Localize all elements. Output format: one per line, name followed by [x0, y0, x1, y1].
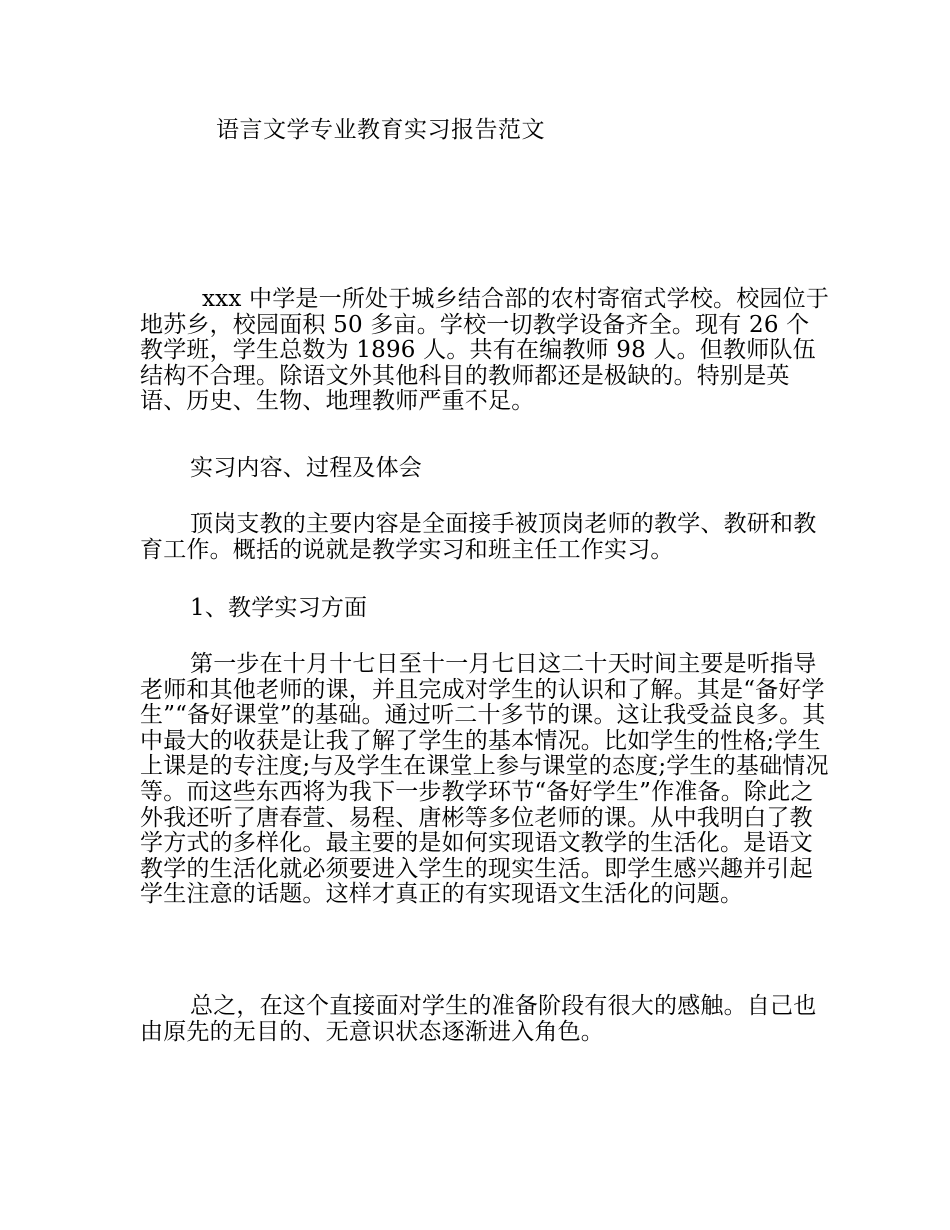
document-title: 语言文学专业教育实习报告范文 [216, 117, 545, 143]
paragraph-main-content: 顶岗支教的主要内容是全面接手被顶岗老师的教学、教研和教育工作。概括的说就是教学实习和班主任工作实习。 [140, 511, 817, 563]
paragraph-school-intro: xxx 中学是一所处于城乡结合部的农村寄宿式学校。校园位于地苏乡，校园面积 50 多亩。学校一切教学设备齐全。现有 26 个教学班，学生总数为 1896 人。共有在编教师 98 人。但教师队伍结构不合理。除语文外其他科目的教师都还是极缺的。特别是英语、历史、生物、地理教师严重不足。 [140, 286, 830, 415]
paragraph-summary: 总之，在这个直接面对学生的准备阶段有很大的感触。自己也由原先的无目的、无意识状态逐渐进入角色。 [140, 993, 817, 1045]
section-heading-internship: 实习内容、过程及体会 [190, 455, 422, 481]
section-heading-teaching: 1、教学实习方面 [190, 595, 368, 621]
paragraph-first-step: 第一步在十月十七日至十一月七日这二十天时间主要是听指导老师和其他老师的课，并且完成对学生的认识和了解。其是“备好学生”“备好课堂”的基础。通过听二十多节的课。这让我受益良多。其中最大的收获是让我了解了学生的基本情况。比如学生的性格;学生上课是的专注度;与及学生在课堂上参与课堂的态度;学生的基础情况等。而这些东西将为我下一步教学环节“备好学生”作准备。除此之外我还听了唐春萱、易程、唐彬等多位老师的课。从中我明白了教学方式的多样化。最主要的是如何实现语文教学的生活化。是语文教学的生活化就必须要进入学生的现实生活。即学生感兴趣并引起学生注意的话题。这样才真正的有实现语文生活化的问题。 [140, 651, 829, 908]
